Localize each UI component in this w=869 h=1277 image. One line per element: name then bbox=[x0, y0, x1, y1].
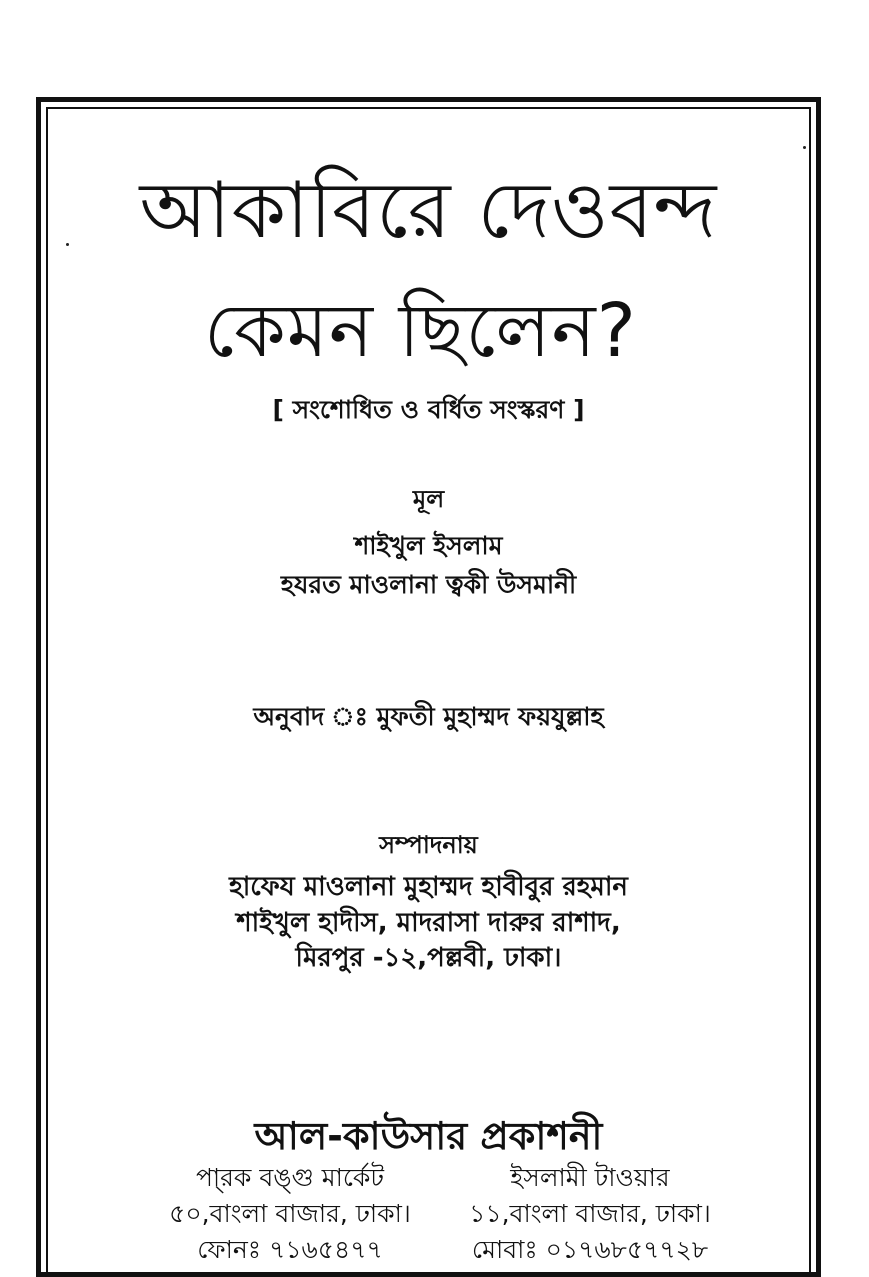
branch-2-name: ইসলামী টাওয়ার bbox=[510, 1163, 670, 1192]
editor-role: শাইখুল হাদীস, মাদরাসা দারুর রাশাদ, bbox=[236, 908, 621, 938]
branch-addresses-row bbox=[150, 1197, 730, 1231]
branch-2-address: ১১,বাংলা বাজার, ঢাকা। bbox=[469, 1199, 711, 1228]
branch-1-phone: ফোনঃ ৭১৬৫৪৭৭ bbox=[197, 1235, 383, 1264]
editor-label: সম্পাদনায় bbox=[379, 831, 478, 859]
book-title-line-1: আকাবিরে দেওবন্দ bbox=[139, 166, 718, 256]
branch-contacts-row bbox=[150, 1233, 730, 1267]
editor-name: হাফেয মাওলানা মুহাম্মদ হাবীবুর রহমান bbox=[229, 872, 628, 902]
original-author-title: শাইখুল ইসলাম bbox=[354, 531, 503, 560]
publisher-name: আল-কাউসার প্রকাশনী bbox=[254, 1114, 603, 1158]
original-author-name: হযরত মাওলানা ত্বকী উসমানী bbox=[280, 570, 577, 599]
scan-speck bbox=[803, 146, 806, 149]
editor-address: মিরপুর -১২,পল্লবী, ঢাকা। bbox=[295, 943, 562, 973]
branch-1-name: পা্রক বঙ্গু মার্কেট bbox=[195, 1163, 385, 1192]
branch-1-address: ৫০,বাংলা বাজার, ঢাকা। bbox=[169, 1199, 411, 1228]
original-label: মূল bbox=[412, 485, 445, 513]
inner-border bbox=[46, 107, 811, 1277]
branch-names-row bbox=[150, 1161, 730, 1195]
edition-note: [ সংশোধিত ও বর্ধিত সংস্করণ ] bbox=[272, 395, 585, 424]
translator-credit: অনুবাদ ঃ মুফতী মুহাম্মদ ফয়যুল্লাহ bbox=[253, 702, 604, 731]
book-title-line-2: কেমন ছিলেন? bbox=[204, 288, 637, 374]
branch-2-mobile: মোবাঃ ০১৭৬৮৫৭৭২৮ bbox=[471, 1235, 709, 1264]
